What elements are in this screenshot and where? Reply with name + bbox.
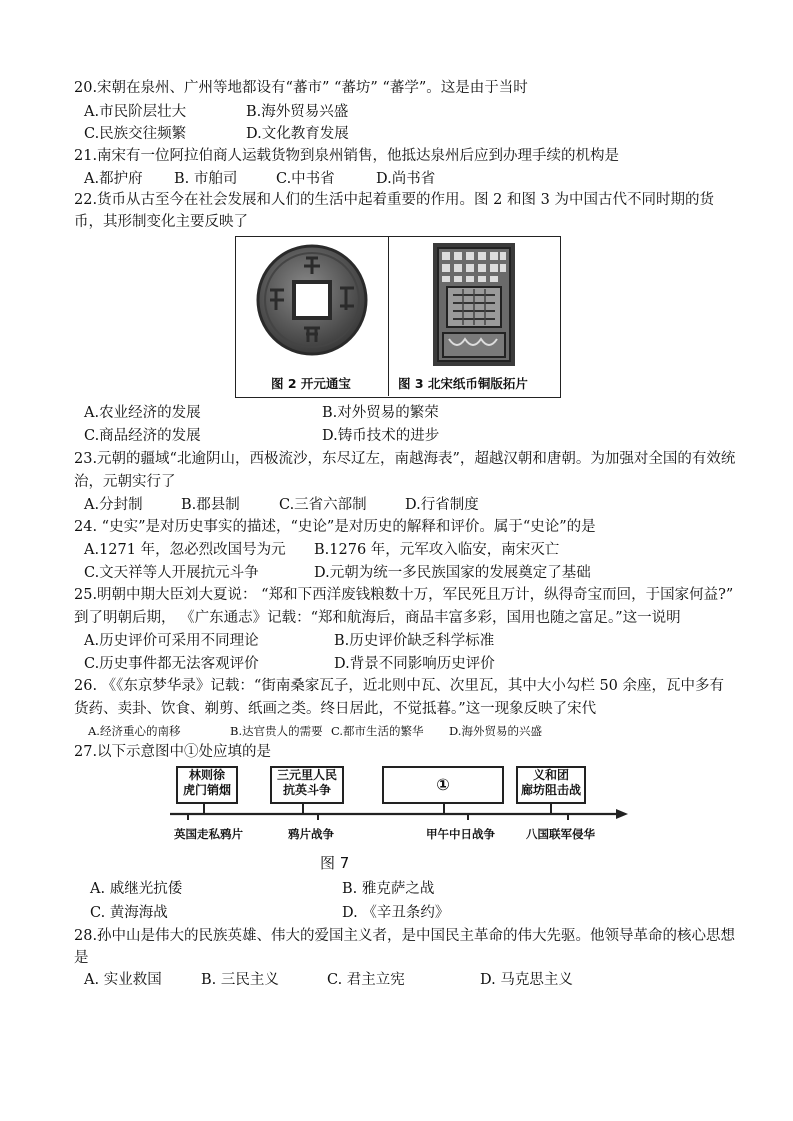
q26-option-d: D.海外贸易的兴盛 xyxy=(449,724,542,738)
q24-option-b: B.1276 年，元军攻入临安，南宋灭亡 xyxy=(314,542,560,558)
timeline-label-sino-japanese-war: 甲午中日战争 xyxy=(426,827,495,841)
q28-option-c: C. 君主立宪 xyxy=(327,972,405,988)
q26-stem-line1: 26. 《《东京梦华录》记载：“街南桑家瓦子，近北则中瓦、次里瓦，其中大小勾栏 50 余座，瓦中多有 xyxy=(74,678,724,694)
q24-option-c: C.文天祥等人开展抗元斗争 xyxy=(84,565,259,581)
timeline-label-eight-nation: 八国联军侵华 xyxy=(526,827,595,841)
q27-option-c: C. 黄海海战 xyxy=(90,905,168,921)
timeline-box-lin-zexu xyxy=(176,766,238,804)
timeline-box2-line2: 抗英斗争 xyxy=(282,783,331,797)
q25-stem-line2: 到了明朝后期， 《广东通志》记载：“郑和航海后，商品丰富多彩，国用也随之富足。”这一说明 xyxy=(74,610,681,626)
q21-option-d: D.尚书省 xyxy=(376,171,436,187)
q26-option-a: A.经济重心的南移 xyxy=(88,724,181,738)
timeline-box2-line1: 三元里人民 xyxy=(276,768,337,782)
q24-option-d: D.元朝为统一多民族国家的发展奠定了基础 xyxy=(314,565,591,581)
q26-option-c: C.都市生活的繁华 xyxy=(331,724,424,738)
q25-stem-line1: 25.明朝中期大臣刘大夏说： “郑和下西洋废钱粮数十万，军民死且万计，纵得奇宝而回，于国家何益?” xyxy=(74,587,734,603)
q22-option-b: B.对外贸易的繁荣 xyxy=(322,405,439,421)
timeline-label-opium-smuggling: 英国走私鸦片 xyxy=(174,827,243,841)
q23-option-b: B.郡县制 xyxy=(181,497,240,513)
timeline-box-blank: ① xyxy=(382,766,504,804)
fig2-caption: 图 2 开元通宝 xyxy=(271,376,351,391)
q27-option-d: D. 《辛丑条约》 xyxy=(342,905,450,921)
q28-option-d: D. 马克思主义 xyxy=(480,972,573,988)
q23-option-d: D.行省制度 xyxy=(405,497,479,513)
q21-option-b: B. 市舶司 xyxy=(174,171,238,187)
timeline-label-opium-war: 鸦片战争 xyxy=(288,827,334,841)
timeline-box1-line1: 林则徐 xyxy=(188,768,225,782)
q21-option-c: C.中书省 xyxy=(276,171,335,187)
q22-stem-line2: 币，其形制变化主要反映了 xyxy=(74,214,248,230)
q27-option-a: A. 戚继光抗倭 xyxy=(90,881,183,897)
timeline-box4-line1: 义和团 xyxy=(532,768,569,782)
q21-option-a: A.都护府 xyxy=(84,171,143,187)
q23-stem-line2: 治，元朝实行了 xyxy=(74,474,176,490)
q28-stem-line1: 28.孙中山是伟大的民族英雄、伟大的爱国主义者，是中国民主革命的伟大先驱。他领导革命的核心思想 xyxy=(74,928,736,944)
timeline-box1-line2: 虎门销烟 xyxy=(182,783,231,797)
q21-stem: 21.南宋有一位阿拉伯商人运载货物到泉州销售，他抵达泉州后应到办理手续的机构是 xyxy=(74,148,620,164)
q27-stem: 27.以下示意图中①处应填的是 xyxy=(74,744,272,760)
q20-option-a: A.市民阶层壮大 xyxy=(84,104,187,120)
q22-option-a: A.农业经济的发展 xyxy=(84,405,201,421)
fig7-caption: 图 7 xyxy=(320,854,350,872)
q22-stem-line1: 22.货币从古至今在社会发展和人们的生活中起着重要的作用。图 2 和图 3 为中国古代不同时期的货 xyxy=(74,192,714,208)
q20-option-c: C.民族交往频繁 xyxy=(84,126,187,142)
fig3-caption: 图 3 北宋纸币铜版拓片 xyxy=(398,376,528,391)
kaiyuan-coin-image xyxy=(256,244,368,356)
q23-option-c: C.三省六部制 xyxy=(279,497,367,513)
q22-option-d: D.铸币技术的进步 xyxy=(322,428,440,444)
timeline-box-sanyuanli xyxy=(270,766,344,804)
q23-option-a: A.分封制 xyxy=(84,497,143,513)
q25-option-b: B.历史评价缺乏科学标准 xyxy=(334,633,495,649)
q24-option-a: A.1271 年，忽必烈改国号为元 xyxy=(84,542,286,558)
q27-option-b: B. 雅克萨之战 xyxy=(342,881,435,897)
q26-option-b: B.达官贵人的需要 xyxy=(230,724,323,738)
timeline-box4-line2: 廊坊阻击战 xyxy=(520,783,581,797)
q25-option-d: D.背景不同影响历史评价 xyxy=(334,656,495,672)
song-paper-money-plate-image xyxy=(433,243,515,366)
q28-option-a: A. 实业救国 xyxy=(84,972,162,988)
q28-stem-line2: 是 xyxy=(74,950,89,966)
q20-option-d: D.文化教育发展 xyxy=(246,126,349,142)
figure-divider xyxy=(388,236,389,396)
q26-stem-line2: 货药、卖卦、饮食、剃剪、纸画之类。终日居此，不觉抵暮。”这一现象反映了宋代 xyxy=(74,701,597,717)
q23-stem-line1: 23.元朝的疆域“北逾阴山，西极流沙，东尽辽左，南越海表”，超越汉朝和唐朝。为加强对全国的有效统 xyxy=(74,451,736,467)
timeline-box-boxer xyxy=(516,766,586,804)
q24-stem: 24. “史实”是对历史事实的描述，“史论”是对历史的解释和评价。属于“史论”的是 xyxy=(74,519,596,535)
q25-option-a: A.历史评价可采用不同理论 xyxy=(84,633,259,649)
q25-option-c: C.历史事件都无法客观评价 xyxy=(84,656,259,672)
q20-stem: 20.宋朝在泉州、广州等地都设有“蕃市” “蕃坊” “蕃学”。这是由于当时 xyxy=(74,80,528,96)
q28-option-b: B. 三民主义 xyxy=(201,972,279,988)
q22-option-c: C.商品经济的发展 xyxy=(84,428,201,444)
q20-option-b: B.海外贸易兴盛 xyxy=(246,104,349,120)
